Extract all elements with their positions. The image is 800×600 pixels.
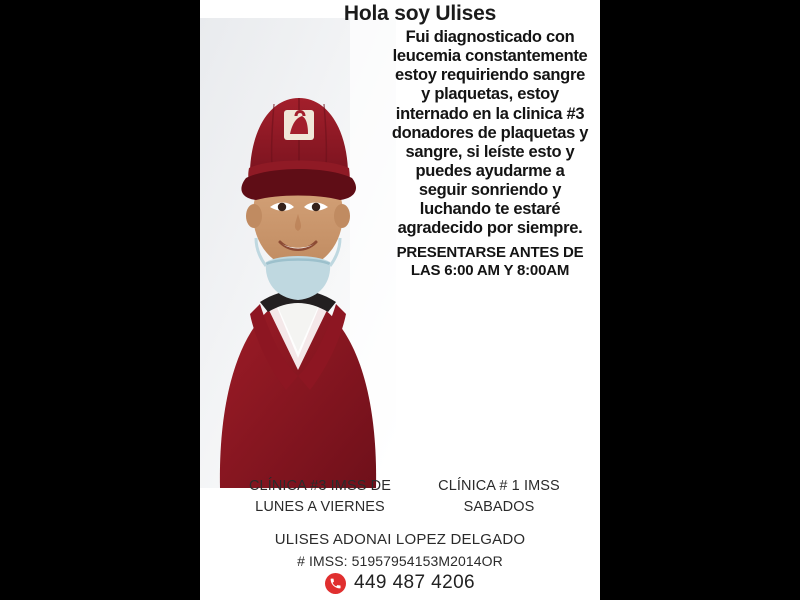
poster-headline: Hola soy Ulises xyxy=(343,2,497,25)
clinic-weekend-days: SABADOS xyxy=(463,499,535,516)
clinic-weekend xyxy=(424,476,574,518)
patient-photo xyxy=(200,18,396,488)
imss-number: # IMSS: 51957954153M2014OR xyxy=(297,552,503,569)
clinic-weekday xyxy=(230,476,410,518)
donation-appeal-poster xyxy=(200,0,600,600)
phone-row xyxy=(200,572,600,594)
patient-contact-block xyxy=(200,530,600,594)
clinic-weekday-days: LUNES A VIERNES xyxy=(255,499,385,516)
clinic-weekday-name: CLÍNICA #3 IMSS DE xyxy=(248,478,391,494)
poster-body-text: Fui diagnosticado con leucemia constantemente estoy requiriendo sangre y plaquetas, estoy internado en la clinica #3 donadores de plaquetas y sangre, si leíste esto y puedes ayudarme a seguir sonriendo y luchando te estaré agradecido por siempre. xyxy=(391,28,589,238)
poster-body-column xyxy=(390,28,590,280)
phone-number: 449 487 4206 xyxy=(353,572,476,594)
clinic-weekend-name: CLÍNICA # 1 IMSS xyxy=(438,478,560,494)
clinic-info-row xyxy=(230,476,574,518)
patient-name: ULISES ADONAI LOPEZ DELGADO xyxy=(274,531,526,548)
schedule-notice: PRESENTARSE ANTES DE LAS 6:00 AM Y 8:00AM xyxy=(396,244,584,280)
phone-icon xyxy=(325,573,346,594)
